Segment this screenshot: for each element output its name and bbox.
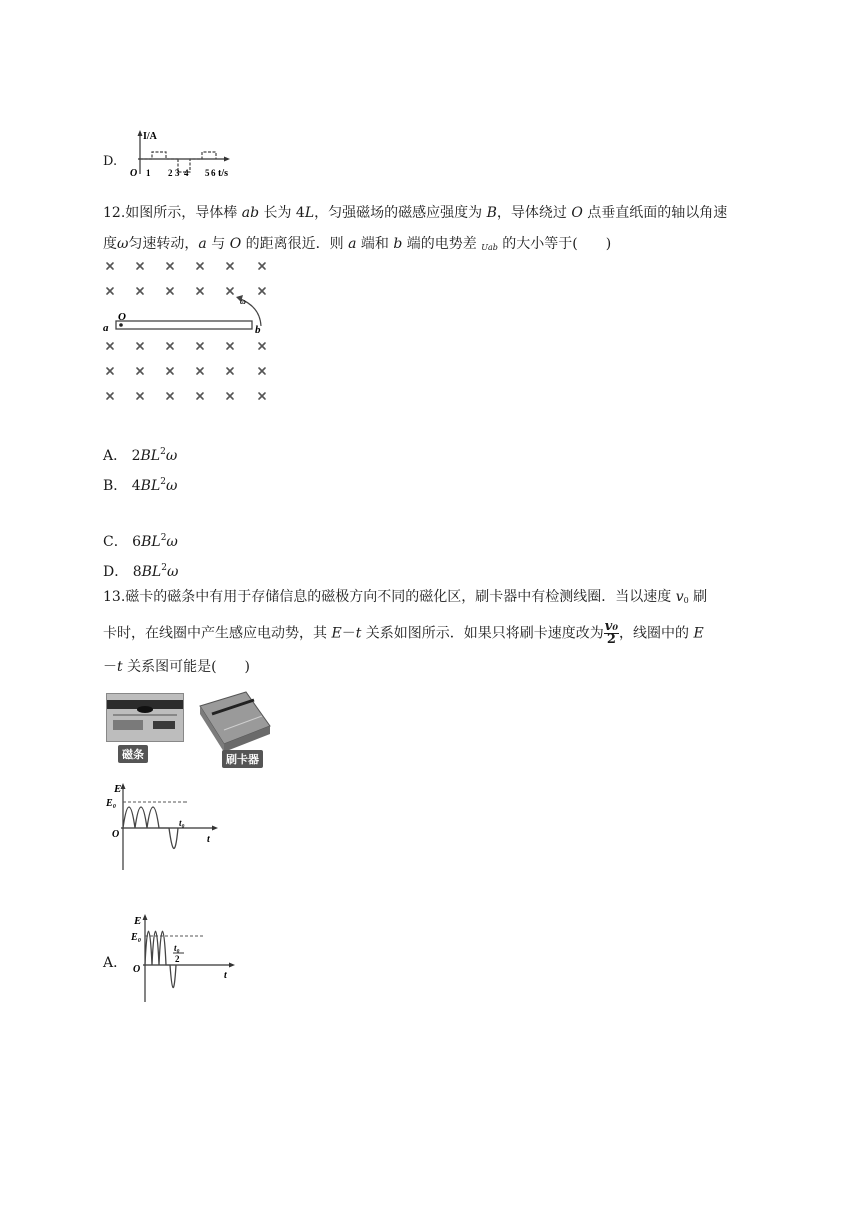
field-into-page-mark — [259, 343, 265, 349]
origin-label: O — [133, 964, 141, 975]
field-into-page-mark — [107, 393, 113, 399]
field-into-page-mark — [259, 263, 265, 269]
field-into-page-mark — [259, 393, 265, 399]
field-into-page-mark — [167, 288, 173, 294]
tick-6: 6 — [211, 168, 216, 178]
field-into-page-mark — [197, 343, 203, 349]
field-into-page-mark — [197, 368, 203, 374]
t-axis-label: t — [224, 970, 227, 981]
pivot-o-label: O — [118, 311, 126, 323]
field-into-page-mark — [137, 288, 143, 294]
field-into-page-mark — [259, 368, 265, 374]
q12-option-a: A． $2BL^2\omega$ — [103, 447, 178, 464]
field-into-page-mark — [227, 393, 233, 399]
field-into-page-mark — [197, 263, 203, 269]
tick-1: 1 — [146, 168, 151, 178]
e-axis-label: E — [114, 783, 122, 795]
omega-label: ω — [240, 297, 246, 306]
field-into-page-mark — [107, 368, 113, 374]
field-into-page-mark — [167, 368, 173, 374]
magnetic-stripe-label: 磁条 — [118, 745, 148, 763]
t0-half-numerator: t₀ — [174, 943, 180, 953]
field-into-page-mark — [167, 263, 173, 269]
field-into-page-mark — [167, 393, 173, 399]
field-into-page-mark — [107, 288, 113, 294]
end-b-label: b — [255, 324, 261, 336]
tick-2: 2 — [168, 168, 173, 178]
q12-stem-line1: 12.如图所示，导体棒 ab 长为 4L，匀强磁场的磁感应强度为 B，导体绕过 O 点垂直纸面的轴以角速 — [103, 205, 728, 221]
v0-over-2-fraction: $\frac{\text{v₀}}{2}$ — [604, 619, 619, 647]
q12-option-d: D． $8BL^2\omega$ — [103, 563, 179, 580]
field-into-page-mark — [227, 368, 233, 374]
q12-stem-line2: 度ω匀速转动，a 与 O 的距离很近．则 a 端和 b 端的电势差 $_{Uab}$ 的大小等于( ) — [103, 236, 612, 252]
field-into-page-mark — [137, 263, 143, 269]
t0-half-denominator: 2 — [175, 954, 180, 964]
option-d-label: D. — [103, 154, 118, 169]
field-into-page-mark — [197, 288, 203, 294]
origin-label: O — [130, 168, 138, 179]
field-into-page-mark — [259, 288, 265, 294]
rotating-rod-field-figure — [100, 258, 275, 408]
t-axis-label: t — [207, 834, 210, 845]
field-into-page-mark — [107, 263, 113, 269]
tick-5: 5 — [205, 168, 210, 178]
q13-stem-line2: 卡时，在线圈中产生感应电动势，其 E－t 关系如图所示．如果只将刷卡速度改为 $\frac{\text{v₀}}{2}$ ，线圈中的 E — [103, 619, 704, 647]
t-axis-label: t/s — [218, 168, 228, 179]
field-into-page-mark — [137, 393, 143, 399]
t0-label: t₀ — [179, 818, 185, 828]
q13-option-a-label: A． — [103, 955, 128, 971]
end-a-label: a — [103, 322, 109, 334]
field-into-page-mark — [107, 343, 113, 349]
e0-label: E₀ — [131, 932, 142, 943]
field-into-page-mark — [227, 343, 233, 349]
field-into-page-mark — [137, 343, 143, 349]
magnetic-card-photo — [106, 693, 184, 742]
i-axis-label: I/A — [143, 131, 157, 142]
e0-label: E₀ — [106, 798, 117, 809]
field-into-page-mark — [227, 263, 233, 269]
emf-time-graph-original — [103, 780, 223, 874]
q12-option-c: C． $6BL^2\omega$ — [103, 533, 178, 550]
emf-time-graph-option-a — [128, 912, 240, 1006]
origin-label: O — [112, 829, 120, 840]
q12-option-b: B． $4BL^2\omega$ — [103, 477, 178, 494]
card-reader-label: 刷卡器 — [222, 750, 263, 768]
current-time-graph-d — [128, 128, 238, 182]
tick-3: 3 — [175, 168, 180, 178]
q13-stem-line1: 13.磁卡的磁条中有用于存储信息的磁极方向不同的磁化区，刷卡器中有检测线圈．当以速度 $v_0$ 刷 — [103, 589, 708, 605]
field-into-page-mark — [197, 393, 203, 399]
e-axis-label: E — [134, 915, 142, 927]
field-into-page-mark — [227, 288, 233, 294]
field-into-page-mark — [137, 368, 143, 374]
tick-4: 4 — [184, 168, 189, 178]
q13-stem-line3: －t 关系图可能是( ) — [103, 659, 251, 675]
field-into-page-mark — [167, 343, 173, 349]
